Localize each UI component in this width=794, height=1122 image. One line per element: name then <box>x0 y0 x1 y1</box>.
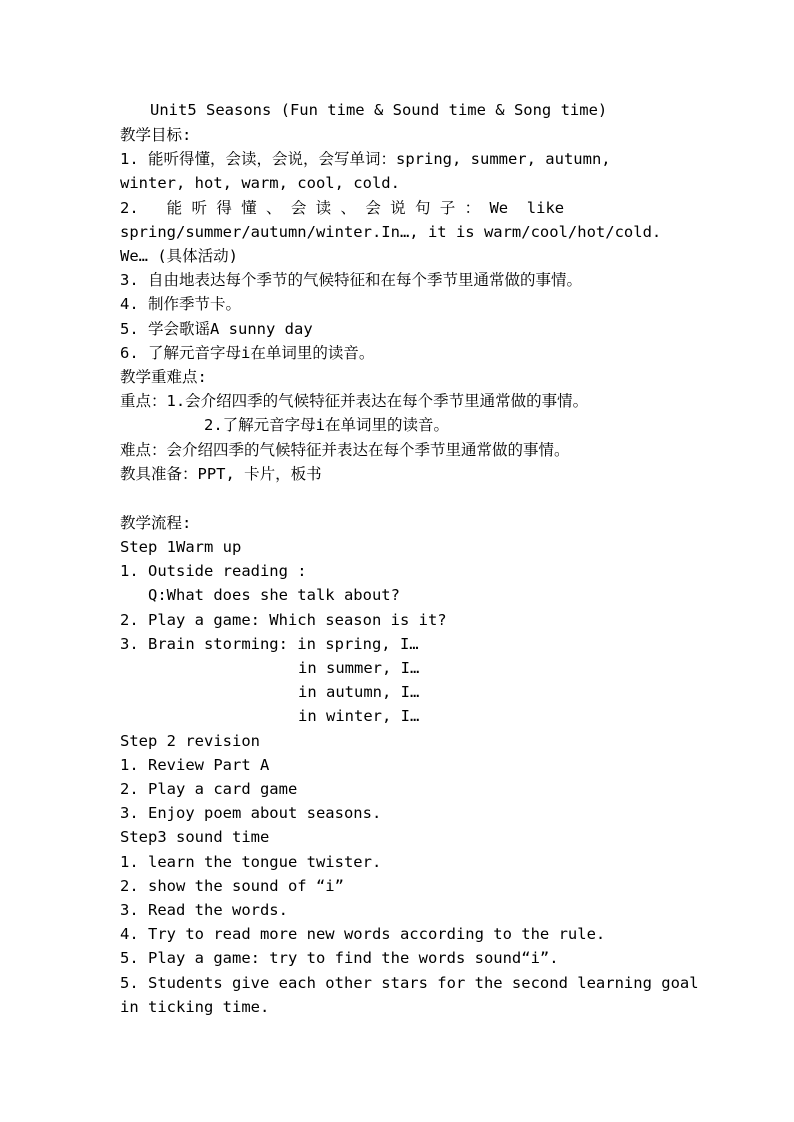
step2-item: 2. Play a card game <box>120 780 298 798</box>
page-title: Unit5 Seasons (Fun time & Sound time & Song time) <box>150 101 608 119</box>
key-points-line: 2.了解元音字母i在单词里的读音。 <box>204 416 449 434</box>
brain-storm-line: in autumn, I… <box>298 683 420 701</box>
brain-storm-line: in winter, I… <box>298 707 420 725</box>
goal-line: 2. 能 听 得 懂 、 会 读 、 会 说 句 子 ： We like <box>120 199 565 217</box>
goal-line: 5. 学会歌谣A sunny day <box>120 320 313 338</box>
step2-item: 3. Enjoy poem about seasons. <box>120 804 382 822</box>
step2-item: 1. Review Part A <box>120 756 270 774</box>
process-heading: 教学流程: <box>120 514 192 532</box>
difficulty-line: 难点：会介绍四季的气候特征并表达在每个季节里通常做的事情。 <box>120 441 570 459</box>
goal-line: We… (具体活动) <box>120 247 238 265</box>
key-heading: 教学重难点: <box>120 368 207 386</box>
step3-item: 5. Students give each other stars for the second learning goal <box>120 974 699 992</box>
step3-item: 3. Read the words. <box>120 901 288 919</box>
key-points-line: 重点：1.会介绍四季的气候特征并表达在每个季节里通常做的事情。 <box>120 392 589 410</box>
goal-line: winter, hot, warm, cool, cold. <box>120 174 400 192</box>
step3-item: 1. learn the tongue twister. <box>120 853 382 871</box>
goal-line: 1. 能听得懂，会读，会说，会写单词：spring, summer, autumn, <box>120 150 611 168</box>
goals-heading: 教学目标: <box>120 126 192 144</box>
brain-storm-line: in summer, I… <box>298 659 420 677</box>
step3-item: in ticking time. <box>120 998 270 1016</box>
step1-item: 2. Play a game: Which season is it? <box>120 611 447 629</box>
step3-heading: Step3 sound time <box>120 828 270 846</box>
goal-line: 4. 制作季节卡。 <box>120 295 241 313</box>
goal-line: 3. 自由地表达每个季节的气候特征和在每个季节里通常做的事情。 <box>120 271 582 289</box>
step3-item: 4. Try to read more new words according to the rule. <box>120 925 606 943</box>
step1-item: 3. Brain storming: in spring, I… <box>120 635 419 653</box>
goal-line: 6. 了解元音字母i在单词里的读音。 <box>120 344 375 362</box>
step1-item: 1. Outside reading : <box>120 562 307 580</box>
step3-item: 5. Play a game: try to find the words sound“i”. <box>120 949 559 967</box>
step3-item: 2. show the sound of “i” <box>120 877 344 895</box>
materials-line: 教具准备：PPT, 卡片，板书 <box>120 465 322 483</box>
step2-heading: Step 2 revision <box>120 732 260 750</box>
goal-line: spring/summer/autumn/winter.In…, it is warm/cool/hot/cold. <box>120 223 662 241</box>
step1-item: Q:What does she talk about? <box>148 586 400 604</box>
step1-heading: Step 1Warm up <box>120 538 242 556</box>
